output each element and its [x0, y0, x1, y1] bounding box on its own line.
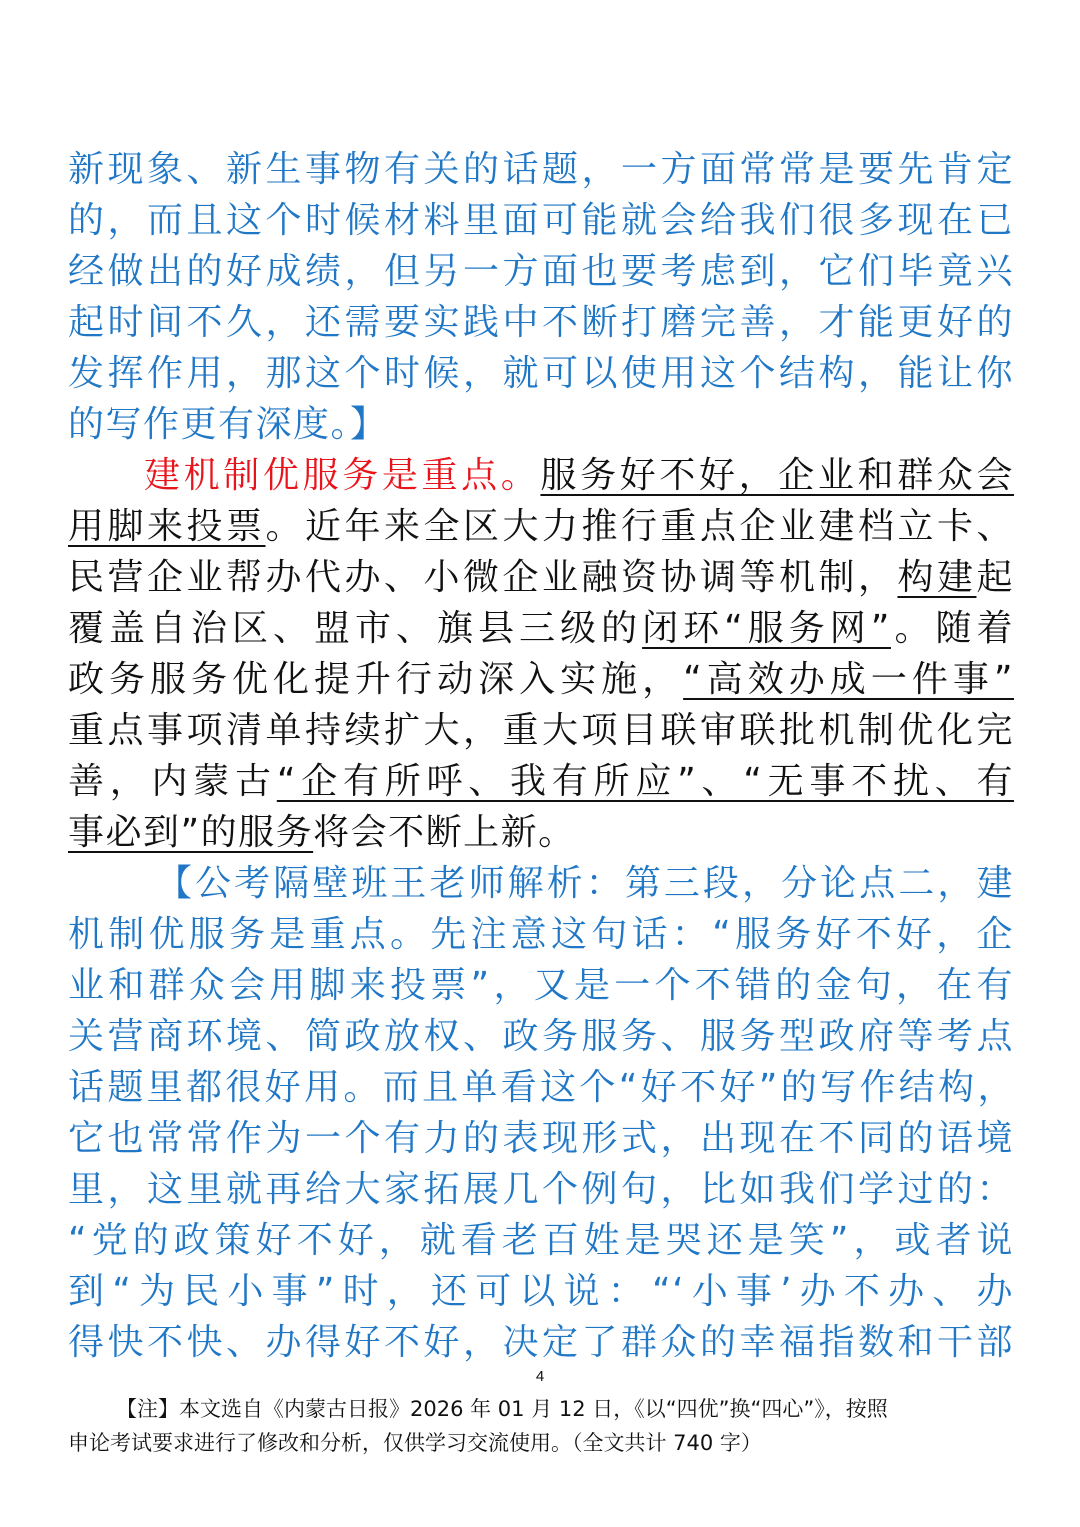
underlined-phrase: “高效办成一件事” [683, 659, 1014, 700]
body-line: 重点事项清单持续扩大，重大项目联审联批机制优化完 [68, 710, 1014, 751]
footer-note-line: 申论考试要求进行了修改和分析，仅供学习交流使用。（全文共计 740 字） [68, 1431, 762, 1455]
analysis-line: 到“为民小事”时，还可以说：“‘小事’办不办、办 [68, 1271, 1014, 1312]
analysis-line: 里，这里就再给大家拓展几个例句，比如我们学过的： [68, 1169, 1014, 1210]
body-text: 覆盖自治区、盟市、旗县三级的 [68, 608, 643, 649]
body-line [68, 451, 1014, 501]
analysis-line: 起时间不久，还需要实践中不断打磨完善，才能更好的 [68, 302, 1014, 343]
body-line [68, 808, 1014, 858]
body-text: 起 [976, 557, 1014, 598]
analysis-line: 机制优服务是重点。先注意这句话：“服务好不好，企 [68, 914, 1014, 955]
body-line [68, 757, 1014, 807]
body-text: 。近年来全区大力推行重点企业建档立卡、 [265, 506, 1014, 547]
analysis-line: 新现象、新生事物有关的话题，一方面常常是要先肯定 [68, 149, 1014, 190]
analysis-line: 的写作更有深度。】 [68, 404, 388, 445]
analysis-line: 经做出的好成绩，但另一方面也要考虑到，它们毕竟兴 [68, 251, 1014, 292]
body-text: 政务服务优化提升行动深入实施， [68, 659, 684, 700]
body-text: 民营企业帮办代办、小微企业融资协调等机制， [68, 557, 898, 598]
analysis-line: 发挥作用，那这个时候，就可以使用这个结构，能让你 [68, 353, 1014, 394]
body-text: 善，内蒙古 [68, 761, 277, 802]
underlined-phrase: 构建 [897, 557, 977, 598]
underlined-phrase: 事必到”的服务 [68, 812, 314, 853]
underlined-phrase: 闭环“服务网” [642, 608, 891, 649]
analysis-line: 【公考隔壁班王老师解析：第三段，分论点二，建 [156, 863, 1014, 904]
underlined-phrase: 用脚来投票 [68, 506, 266, 547]
page-number: 4 [535, 1368, 545, 1385]
analysis-line: 业和群众会用脚来投票”，又是一个不错的金句，在有 [68, 965, 1014, 1006]
analysis-line: 它也常常作为一个有力的表现形式，出现在不同的语境 [68, 1118, 1014, 1159]
analysis-line: 关营商环境、简政放权、政务服务、服务型政府等考点 [68, 1016, 1014, 1057]
analysis-line: “党的政策好不好，就看老百姓是哭还是笑”，或者说 [68, 1220, 1014, 1261]
body-line [68, 655, 1014, 705]
underlined-phrase: 服务好不好，企业和群众会 [540, 455, 1014, 496]
analysis-line: 得快不快、办得好不好，决定了群众的幸福指数和干部 [68, 1322, 1014, 1363]
footer-note-line: 【注】本文选自《内蒙古日报》2026 年 01 月 12 日，《以“四优”换“四心”》，按照 [116, 1397, 888, 1421]
analysis-line: 话题里都很好用。而且单看这个“好不好”的写作结构， [68, 1067, 1014, 1108]
body-line [68, 604, 1014, 654]
section-heading: 建机制优服务是重点。 [144, 455, 541, 496]
body-text: 。随着 [890, 608, 1014, 649]
body-line [68, 502, 1014, 552]
analysis-line: 的，而且这个时候材料里面可能就会给我们很多现在已 [68, 200, 1014, 241]
underlined-phrase: “企有所呼、我有所应”、“无事不扰、有 [276, 761, 1014, 802]
body-line [68, 553, 1014, 603]
body-text: 将会不断上新。 [313, 812, 576, 853]
